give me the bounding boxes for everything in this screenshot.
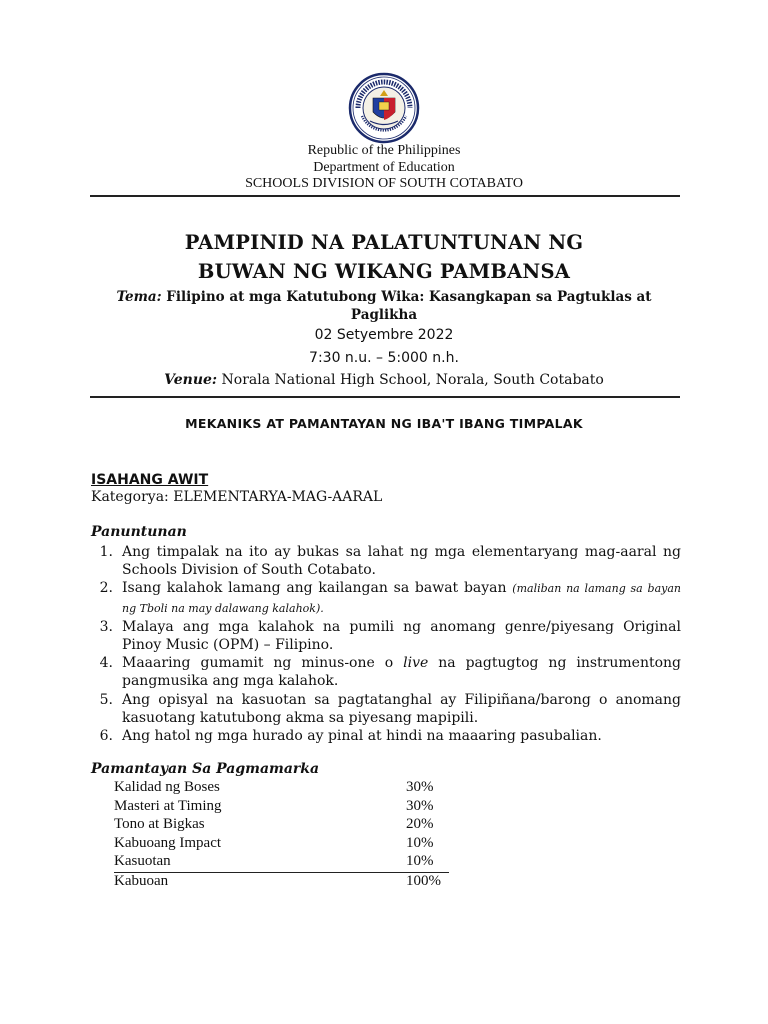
criteria-row: Tono at Bigkas 20% — [114, 816, 434, 832]
venue-line — [0, 372, 768, 388]
rule-item: 4. Maaaring gumamit ng minus-one o live na pagtugtog ng instrumentong pangmusika ang mga kalahok. — [99, 655, 681, 690]
division-line: SCHOOLS DIVISION OF SOUTH COTABATO — [245, 176, 523, 191]
mechanics-heading: MEKANIKS AT PAMANTAYAN NG IBA'T IBANG TIMPALAK — [185, 416, 583, 431]
criteria-table — [114, 779, 449, 891]
rules-list — [91, 543, 681, 745]
event-date: 02 Setyembre 2022 — [314, 327, 454, 343]
rules-heading: Panuntunan — [91, 524, 187, 540]
deped-seal-icon — [348, 72, 420, 144]
issuing-office — [0, 143, 768, 193]
criteria-heading: Pamantayan Sa Pagmamarka — [91, 761, 320, 777]
page-title-line-2: BUWAN NG WIKANG PAMBANSA — [197, 260, 571, 283]
rule-item: 1. Ang timpalak na ito ay bukas sa lahat ng mga elementaryang mag-aaral ng Schools Division of South Cotabato. — [99, 544, 681, 579]
theme-text: Filipino at mga Katutubong Wika: Kasangkapan sa Pagtuklas at Paglikha — [166, 289, 652, 323]
criteria-row: Masteri at Timing 30% — [114, 797, 434, 814]
contest-category: Kategorya: ELEMENTARYA-MAG-AARAL — [91, 489, 383, 505]
rule-note: (maliban na lamang sa bayan ng Tboli na may dalawang kalahok). — [122, 582, 682, 615]
criteria-total-row: Kabuoan 100% — [114, 872, 441, 889]
criteria-row: Kasuotan 10% — [114, 853, 449, 873]
criteria-row: Kalidad ng Boses 30% — [114, 779, 434, 795]
rule-item: 5. Ang opisyal na kasuotan sa pagtatanghal ay Filipiñana/barong o anomang kasuotang katutubong akma sa piyesang mapipili. — [99, 691, 681, 726]
venue-text: Norala National High School, Norala, South Cotabato — [221, 372, 604, 388]
theme-label: Tema: — [116, 289, 162, 305]
department-line: Department of Education — [313, 159, 455, 175]
header-divider — [90, 195, 680, 197]
event-time: 7:30 n.u. – 5:000 n.h. — [309, 350, 459, 366]
venue-label: Venue: — [164, 372, 218, 388]
criteria-row: Kabuoang Impact 10% — [114, 834, 434, 851]
rule-item: 3. Malaya ang mga kalahok na pumili ng anomang genre/piyesang Original Pinoy Music (OPM) – Filipino. — [99, 618, 681, 654]
theme-line — [100, 288, 668, 324]
page-title-line-1: PAMPINID NA PALATUNTUNAN NG — [184, 231, 584, 254]
contest-title: ISAHANG AWIT — [91, 472, 209, 488]
event-divider — [90, 396, 680, 398]
rule-item: 6. Ang hatol ng mga hurado ay pinal at hindi na maaaring pasubalian. — [99, 728, 602, 745]
republic-line: Republic of the Philippines — [307, 143, 461, 158]
rule-item: 2. Isang kalahok lamang ang kailangan sa bawat bayan (maliban na lamang sa bayan ng Tboli na may dalawang kalahok). — [99, 580, 682, 615]
